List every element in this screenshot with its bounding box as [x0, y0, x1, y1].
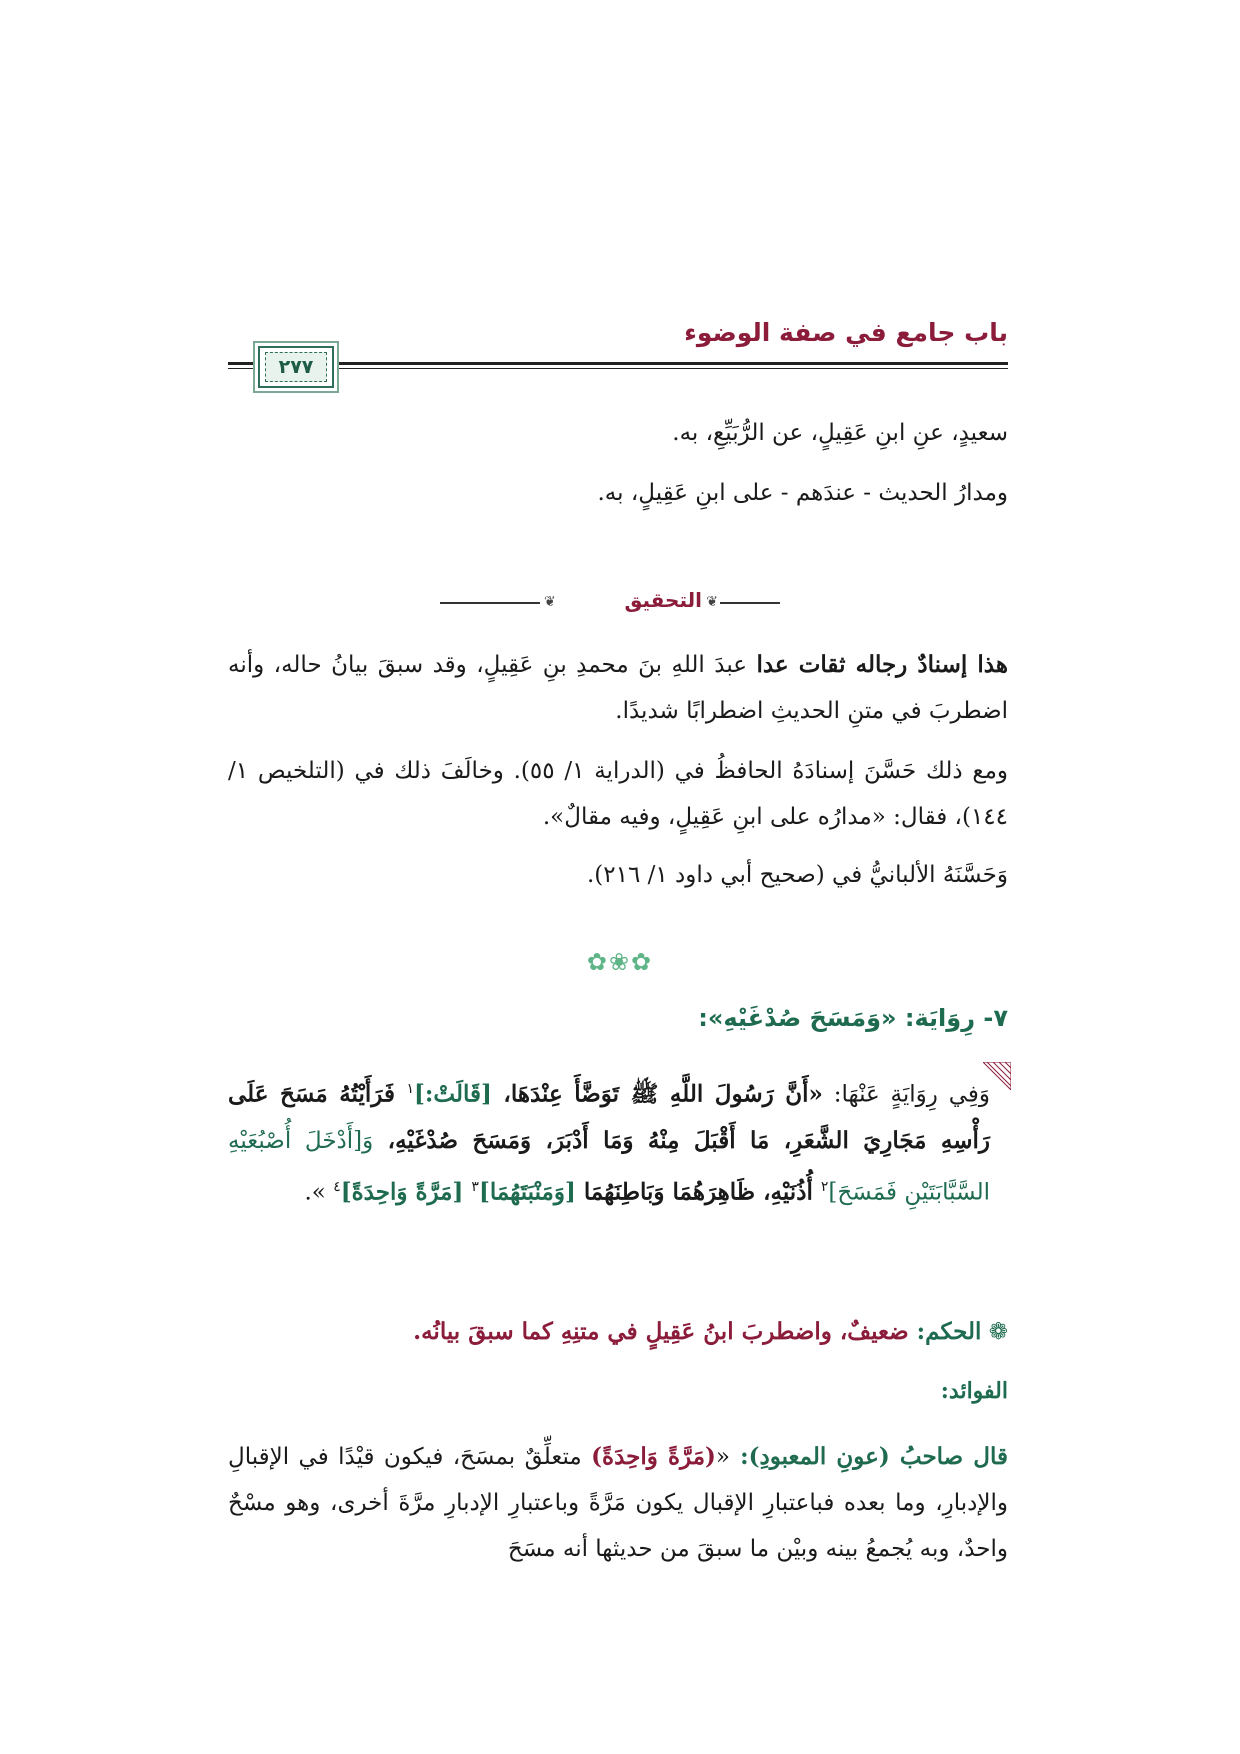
- hadith-part-1: «أَنَّ رَسُولَ اللَّهِ ﷺ تَوَضَّأَ عِنْدَهَا،: [491, 1080, 823, 1108]
- fawaid-heading: الفوائد:: [940, 1378, 1008, 1404]
- commentary-quote-open: «: [715, 1444, 730, 1470]
- hadith-part-2: فَرَأَيْتُهُ مَسَحَ عَلَى رَأْسِهِ مَجَارِيَ الشَّعَرِ، مَا أَقْبَلَ مِنْهُ وَمَا أَدْبَرَ، وَمَسَحَ صُدْغَيْهِ،: [228, 1080, 990, 1154]
- hadith-addition-4: [مَرَّةً وَاحِدَةً]: [340, 1178, 472, 1206]
- commentary-quoted-phrase: (مَرَّةً وَاحِدَةً): [591, 1443, 716, 1470]
- footnote-ref-3: ٣: [471, 1178, 479, 1195]
- section-title: رِوَايَة: «وَمَسَحَ صُدْغَيْهِ»:: [698, 1004, 976, 1032]
- page-header: [228, 318, 1008, 382]
- tahqiq-paragraph-3: وَحَسَّنَهُ الألبانيُّ في (صحيح أبي داود ١/ ٢١٦).: [586, 862, 1008, 888]
- page-number-badge: [258, 346, 334, 388]
- hadith-text: [228, 1066, 990, 1215]
- section-separator-ornament: ✿❀✿: [586, 948, 654, 976]
- divider-ornament-icon: ❦: [544, 594, 556, 610]
- tahqiq-divider: [440, 588, 780, 618]
- header-rule-thick: [228, 362, 1008, 365]
- hadith-addition-2: وَ[أَدْخَلَ أُصْبُعَيْهِ السَّبَّابَتَيْنِ فَمَسَحَ]: [228, 1127, 990, 1206]
- hukm-text: ضعيفٌ، واضطربَ ابنُ عَقِيلٍ في متنِهِ كما سبقَ بيانُه.: [413, 1318, 917, 1345]
- tahqiq-paragraph-2: ومع ذلك حَسَّنَ إسنادَهُ الحافظُ في (الدراية ١/ ٥٥). وخالَفَ ذلك في (التلخيص ١/ ١٤٤)، فقال: «مدارُه على ابنِ عَقِيلٍ، وفيه مقالٌ».: [228, 758, 1008, 830]
- intro-line-1: سعيدٍ، عنِ ابنِ عَقِيلٍ، عن الرُّبَيِّعِ، به.: [672, 420, 1008, 446]
- tahqiq-verdict: هذا إسنادٌ رجاله ثقات عدا: [756, 651, 1008, 678]
- divider-line-left: [440, 602, 540, 604]
- commentary-source: قال صاحبُ (عونِ المعبودِ):: [729, 1443, 1009, 1470]
- hadith-addition-3: [وَمَنْبَتَهُمَا]: [478, 1178, 576, 1206]
- hadith-addition-1: [قَالَتْ:]: [414, 1080, 492, 1108]
- chapter-title: باب جامع في صفة الوضوء: [684, 318, 1008, 347]
- flower-bullet-icon: ❁: [988, 1319, 1008, 1345]
- divider-ornament-icon: ❦: [706, 594, 718, 610]
- hukm-label: الحكم:: [916, 1318, 982, 1345]
- tahqiq-paragraph-1: [228, 642, 1008, 734]
- hadith-part-3: أُذُنَيْهِ، ظَاهِرَهُمَا وَبَاطِنَهُمَا: [575, 1178, 821, 1206]
- hadith-intro: وَفِي رِوَايَةٍ عَنْهَا:: [822, 1081, 990, 1108]
- hadith-closing: ».: [304, 1179, 334, 1206]
- section-number: ٧-: [983, 1004, 1008, 1032]
- footnote-ref-2: ٢: [820, 1178, 829, 1195]
- intro-line-2: ومدارُ الحديث - عندَهم - على ابنِ عَقِيلٍ، به.: [597, 480, 1008, 506]
- footnote-ref-1: ١: [406, 1081, 415, 1097]
- header-rule-thin: [228, 368, 1008, 369]
- hukm-line: [413, 1318, 1008, 1345]
- page-number: ٢٧٧: [265, 352, 327, 382]
- section-heading: [698, 1004, 1008, 1032]
- footnote-ref-4: ٤: [333, 1178, 341, 1195]
- commentary-paragraph: [228, 1434, 1008, 1572]
- tahqiq-label: التحقيق: [624, 588, 702, 612]
- tahqiq-paragraph-1-text: عبدَ اللهِ بنَ محمدِ بنِ عَقِيلٍ، وقد سبقَ بيانُ حاله، وأنه اضطربَ في متنِ الحديثِ اضطرابًا شديدًا.: [228, 652, 1008, 724]
- commentary-text: متعلِّقٌ بمسَحَ، فيكون قيْدًا في الإقبالِ والإدبارِ، وما بعده فباعتبارِ الإقبال يكون مَرَّةً وباعتبارِ الإدبارِ مرَّةَ أخرى، وهو مسْحٌ واحدٌ، وبه يُجمعُ بينه وبيْن ما سبقَ من حديثها أنه مسَحَ: [228, 1444, 1008, 1562]
- divider-line-right: [720, 602, 780, 604]
